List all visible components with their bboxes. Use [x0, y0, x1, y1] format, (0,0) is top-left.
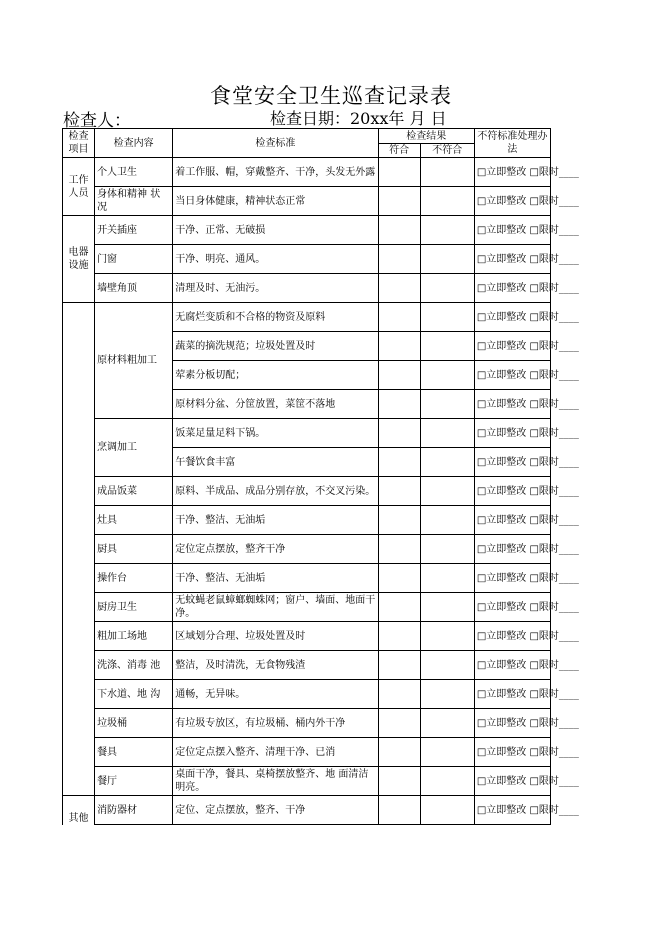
- item-cell: 厨具: [95, 535, 173, 564]
- item-cell: 个人卫生: [95, 158, 173, 187]
- action-cell[interactable]: □立即整改 □限时____: [474, 593, 550, 622]
- item-cell: 烹调加工: [95, 419, 173, 477]
- inspection-date-label: 检查日期：20xx年 月 日: [270, 109, 447, 128]
- document-title: 食堂安全卫生巡查记录表: [210, 84, 452, 108]
- fail-cell[interactable]: [420, 245, 474, 274]
- fail-cell[interactable]: [420, 303, 474, 332]
- inspector-label: 检查人：: [63, 111, 131, 131]
- item-cell: 粗加工场地: [95, 622, 173, 651]
- standard-cell: 原料、半成品、成品分别存放，不交叉污染。: [173, 477, 378, 506]
- header-standard: 检查标准: [173, 129, 378, 158]
- standard-cell: 无腐烂变质和不合格的物资及原料: [173, 303, 378, 332]
- pass-cell[interactable]: [378, 651, 420, 680]
- pass-cell[interactable]: [378, 390, 420, 419]
- pass-cell[interactable]: [378, 477, 420, 506]
- pass-cell[interactable]: [378, 274, 420, 303]
- action-cell[interactable]: □立即整改 □限时____: [474, 245, 550, 274]
- action-cell[interactable]: □立即整改 □限时____: [474, 390, 550, 419]
- item-cell: 垃圾桶: [95, 709, 173, 738]
- standard-cell: 有垃圾专放区，有垃圾桶、桶内外干净: [173, 709, 378, 738]
- pass-cell[interactable]: [378, 332, 420, 361]
- pass-cell[interactable]: [378, 535, 420, 564]
- pass-cell[interactable]: [378, 245, 420, 274]
- item-cell: 原材料粗加工: [95, 303, 173, 419]
- action-cell[interactable]: □立即整改 □限时____: [474, 564, 550, 593]
- action-cell[interactable]: □立即整改 □限时____: [474, 158, 550, 187]
- item-cell: 餐厅: [95, 767, 173, 796]
- standard-cell: 着工作服、帽，穿戴整齐、干净，头发无外露: [173, 158, 378, 187]
- fail-cell[interactable]: [420, 506, 474, 535]
- item-cell: 成品饭菜: [95, 477, 173, 506]
- fail-cell[interactable]: [420, 738, 474, 767]
- fail-cell[interactable]: [420, 477, 474, 506]
- pass-cell[interactable]: [378, 564, 420, 593]
- inspection-table: [62, 128, 579, 825]
- pass-cell[interactable]: [378, 709, 420, 738]
- pass-cell[interactable]: [378, 796, 420, 825]
- pass-cell[interactable]: [378, 303, 420, 332]
- fail-cell[interactable]: [420, 680, 474, 709]
- category-electric: 电器设施: [63, 216, 95, 303]
- action-cell[interactable]: □立即整改 □限时____: [474, 767, 550, 796]
- header-result: 检查结果: [378, 129, 474, 144]
- fail-cell[interactable]: [420, 535, 474, 564]
- category-canteen: [63, 303, 95, 796]
- fail-cell[interactable]: [420, 593, 474, 622]
- fail-cell[interactable]: [420, 187, 474, 216]
- item-cell: 身体和精神 状况: [95, 187, 173, 216]
- action-cell[interactable]: □立即整改 □限时____: [474, 361, 550, 390]
- standard-cell: 定位定点摆入整齐、清理干净、已消: [173, 738, 378, 767]
- pass-cell[interactable]: [378, 767, 420, 796]
- action-cell[interactable]: □立即整改 □限时____: [474, 506, 550, 535]
- action-cell[interactable]: □立即整改 □限时____: [474, 796, 550, 825]
- header-action: 不符标准处理办法: [474, 129, 550, 158]
- fail-cell[interactable]: [420, 158, 474, 187]
- action-cell[interactable]: □立即整改 □限时____: [474, 709, 550, 738]
- action-cell[interactable]: □立即整改 □限时____: [474, 187, 550, 216]
- standard-cell: 干净、整洁、无油垢: [173, 506, 378, 535]
- item-cell: 餐具: [95, 738, 173, 767]
- fail-cell[interactable]: [420, 709, 474, 738]
- item-cell: 操作台: [95, 564, 173, 593]
- fail-cell[interactable]: [420, 767, 474, 796]
- pass-cell[interactable]: [378, 448, 420, 477]
- action-cell[interactable]: □立即整改 □限时____: [474, 622, 550, 651]
- category-staff: 工作人员: [63, 158, 95, 216]
- pass-cell[interactable]: [378, 419, 420, 448]
- item-cell: 墙壁角顶: [95, 274, 173, 303]
- standard-cell: 整洁，及时清洗，无食物残渣: [173, 651, 378, 680]
- action-cell[interactable]: □立即整改 □限时____: [474, 419, 550, 448]
- pass-cell[interactable]: [378, 158, 420, 187]
- fail-cell[interactable]: [420, 651, 474, 680]
- pass-cell[interactable]: [378, 622, 420, 651]
- item-cell: 门窗: [95, 245, 173, 274]
- pass-cell[interactable]: [378, 361, 420, 390]
- action-cell[interactable]: □立即整改 □限时____: [474, 535, 550, 564]
- fail-cell[interactable]: [420, 216, 474, 245]
- item-cell: 消防器材: [95, 796, 173, 825]
- standard-cell: 清理及时、无油污。: [173, 274, 378, 303]
- pass-cell[interactable]: [378, 738, 420, 767]
- standard-cell: 通畅，无异味。: [173, 680, 378, 709]
- item-cell: 开关插座: [95, 216, 173, 245]
- action-cell[interactable]: □立即整改 □限时____: [474, 448, 550, 477]
- fail-cell[interactable]: [420, 419, 474, 448]
- pass-cell[interactable]: [378, 216, 420, 245]
- standard-cell: 定位定点摆放，整齐干净: [173, 535, 378, 564]
- item-cell: 洗涤、消毒 池: [95, 651, 173, 680]
- item-cell: 灶具: [95, 506, 173, 535]
- action-cell[interactable]: □立即整改 □限时____: [474, 651, 550, 680]
- fail-cell[interactable]: [420, 361, 474, 390]
- standard-cell: 无蚊蝇老鼠蟑螂蜘蛛网；窗户、墙面、地面干净。: [173, 593, 378, 622]
- fail-cell[interactable]: [420, 332, 474, 361]
- category-other: 其他: [63, 796, 95, 825]
- standard-cell: 饭菜足量足料下锅。: [173, 419, 378, 448]
- fail-cell[interactable]: [420, 564, 474, 593]
- fail-cell[interactable]: [420, 622, 474, 651]
- action-cell[interactable]: □立即整改 □限时____: [474, 216, 550, 245]
- action-cell[interactable]: □立即整改 □限时____: [474, 738, 550, 767]
- standard-cell: 桌面干净，餐具、桌椅摆放整齐、地 面清洁明亮。: [173, 767, 378, 796]
- header-fail: 不符合: [420, 144, 474, 158]
- header-project: 检查项目: [63, 129, 95, 158]
- standard-cell: 干净、正常、无破损: [173, 216, 378, 245]
- header-pass: 符合: [378, 144, 420, 158]
- pass-cell[interactable]: [378, 680, 420, 709]
- item-cell: 厨房卫生: [95, 593, 173, 622]
- action-cell[interactable]: □立即整改 □限时____: [474, 274, 550, 303]
- action-cell[interactable]: □立即整改 □限时____: [474, 477, 550, 506]
- standard-cell: 荤素分板切配；: [173, 361, 378, 390]
- standard-cell: 午餐饮食丰富: [173, 448, 378, 477]
- standard-cell: 蔬菜的摘洗规范；垃圾处置及时: [173, 332, 378, 361]
- item-cell: 下水道、地 沟: [95, 680, 173, 709]
- pass-cell[interactable]: [378, 187, 420, 216]
- fail-cell[interactable]: [420, 448, 474, 477]
- action-cell[interactable]: □立即整改 □限时____: [474, 680, 550, 709]
- header-content: 检查内容: [95, 129, 173, 158]
- fail-cell[interactable]: [420, 390, 474, 419]
- action-cell[interactable]: □立即整改 □限时____: [474, 332, 550, 361]
- fail-cell[interactable]: [420, 274, 474, 303]
- pass-cell[interactable]: [378, 593, 420, 622]
- standard-cell: 原材料分盆、分筐放置，菜筐不落地: [173, 390, 378, 419]
- pass-cell[interactable]: [378, 506, 420, 535]
- action-cell[interactable]: □立即整改 □限时____: [474, 303, 550, 332]
- standard-cell: 干净、明亮、通风。: [173, 245, 378, 274]
- fail-cell[interactable]: [420, 796, 474, 825]
- standard-cell: 干净、整洁、无油垢: [173, 564, 378, 593]
- standard-cell: 区域划分合理、垃圾处置及时: [173, 622, 378, 651]
- standard-cell: 定位、定点摆放，整齐、干净: [173, 796, 378, 825]
- standard-cell: 当日身体健康，精神状态正常: [173, 187, 378, 216]
